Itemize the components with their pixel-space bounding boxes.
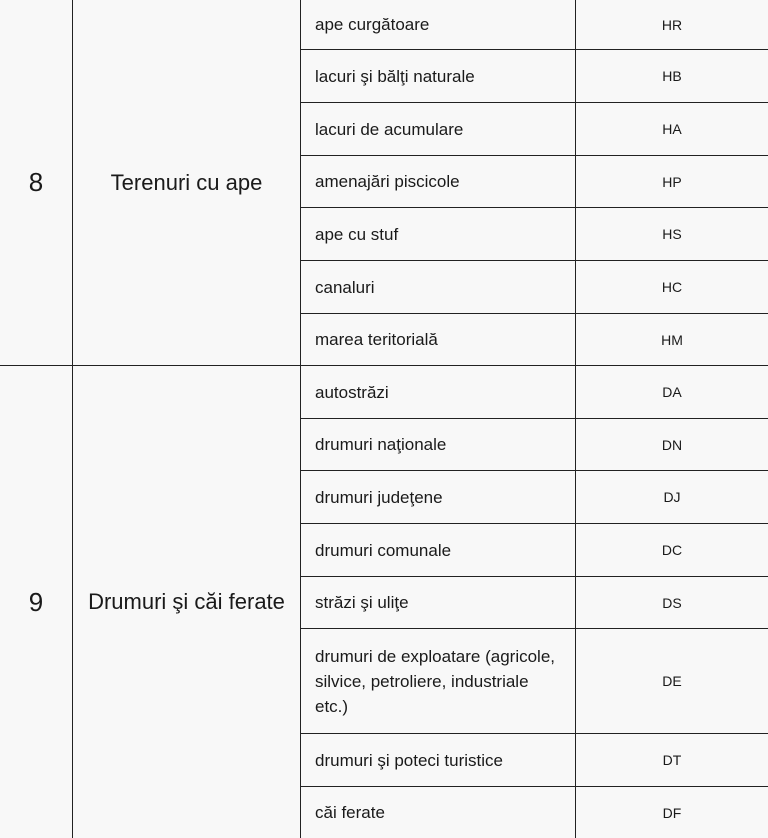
row-code: DA bbox=[662, 384, 682, 400]
row-name: drumuri de exploatare (agricole, silvice, petroliere, industriale etc.) bbox=[315, 646, 556, 716]
row-name: marea teritorială bbox=[315, 330, 438, 349]
row-code: HB bbox=[662, 68, 682, 84]
row-code: HM bbox=[661, 331, 683, 348]
row-name: drumuri judeţene bbox=[315, 487, 443, 507]
row-code: DJ bbox=[663, 489, 681, 505]
row-name: lacuri şi bălţi naturale bbox=[315, 66, 475, 86]
row-name: străzi şi uliţe bbox=[315, 593, 409, 612]
row-code: DE bbox=[662, 673, 682, 689]
group-number: 9 bbox=[28, 586, 44, 617]
row-code: DT bbox=[662, 752, 682, 768]
row-name: canaluri bbox=[315, 277, 375, 297]
row-code: DS bbox=[662, 594, 682, 611]
row-name: drumuri comunale bbox=[315, 540, 452, 560]
row-name: căi ferate bbox=[315, 803, 385, 822]
group-category: Terenuri cu ape bbox=[110, 169, 263, 195]
row-name: ape cu stuf bbox=[315, 224, 399, 244]
row-code: DC bbox=[661, 542, 683, 558]
row-code: DF bbox=[662, 804, 682, 821]
row-code: HC bbox=[661, 279, 683, 295]
row-name: lacuri de acumulare bbox=[315, 119, 464, 139]
row-code: HP bbox=[662, 173, 682, 190]
row-name: drumuri naţionale bbox=[315, 435, 447, 454]
row-name: amenajări piscicole bbox=[315, 172, 460, 191]
row-code: HR bbox=[661, 16, 683, 33]
group-category: Drumuri şi căi ferate bbox=[88, 589, 285, 614]
row-code: HA bbox=[662, 121, 682, 137]
row-name: drumuri şi poteci turistice bbox=[315, 750, 504, 770]
row-code: HS bbox=[662, 226, 682, 242]
group-number: 8 bbox=[28, 167, 44, 197]
row-name: autostrăzi bbox=[315, 382, 389, 402]
row-name: ape curgătoare bbox=[315, 15, 430, 34]
row-code: DN bbox=[661, 436, 683, 453]
